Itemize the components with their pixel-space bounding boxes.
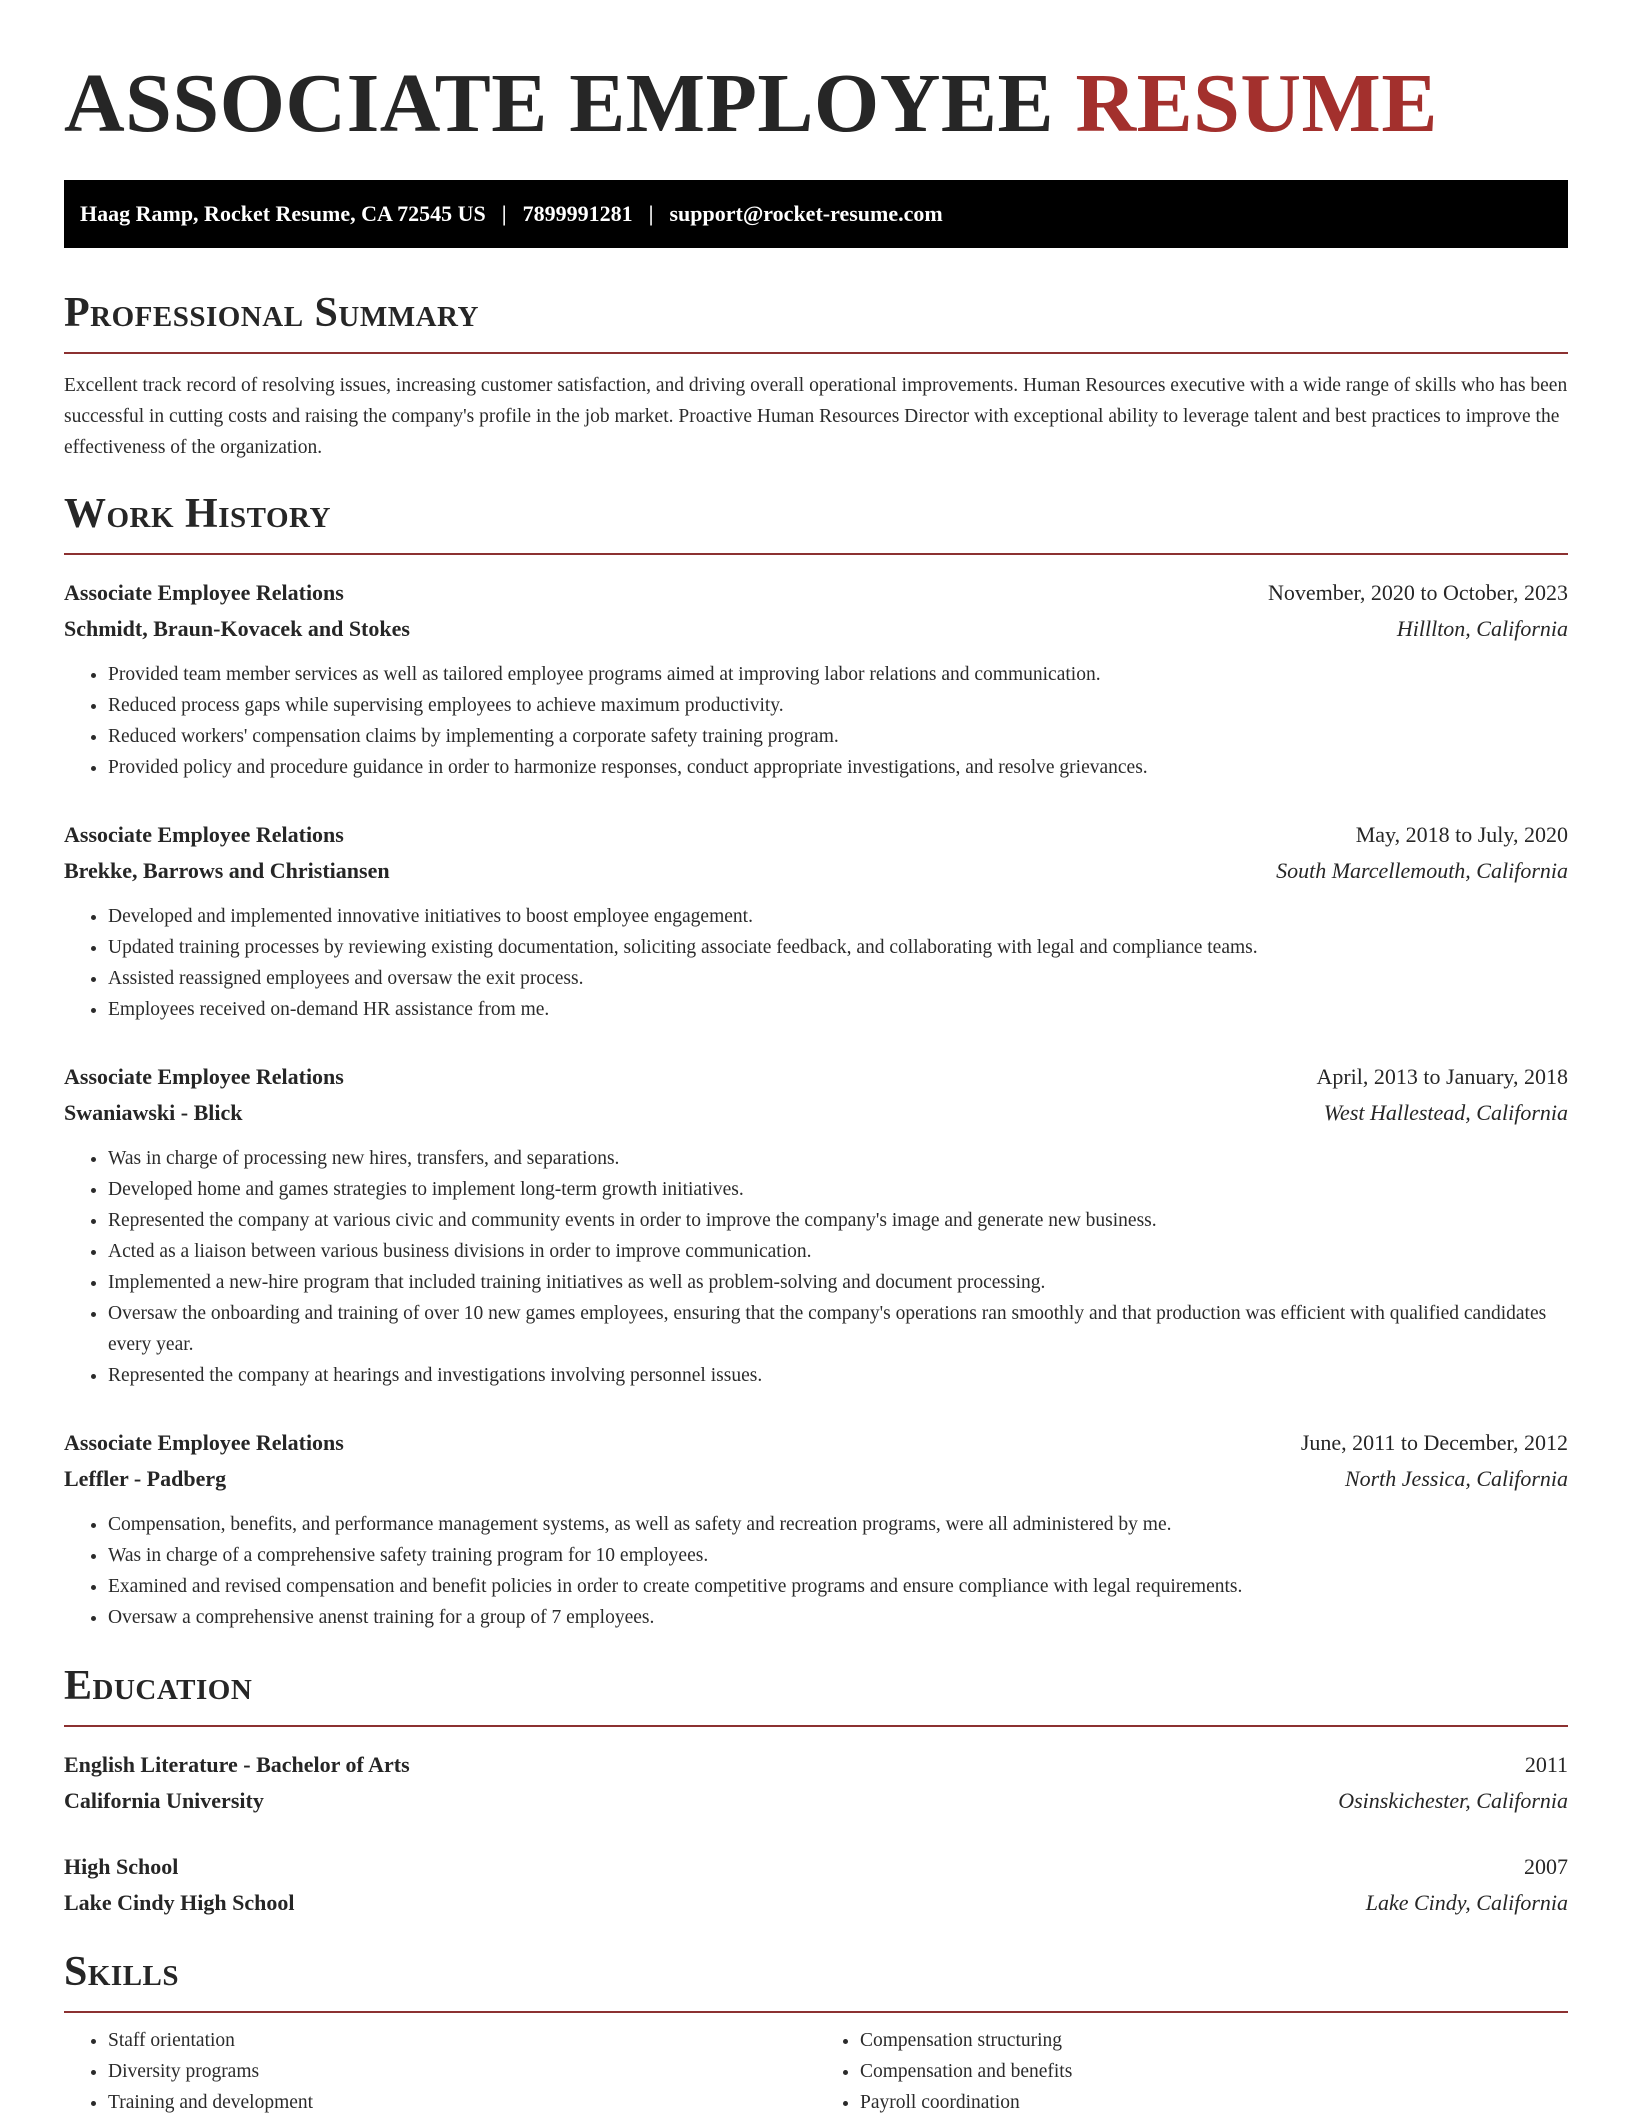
job-bullets: [64, 659, 1568, 783]
job-bullet: • Oversaw the onboarding and training of over 10 new games employees, ensuring that the company's operations ran smoothly and that production was efficient with qualified candidates every year.: [108, 1298, 1568, 1360]
summary-heading: Professional Summary: [64, 288, 1568, 354]
resume-title: [64, 0, 1568, 152]
summary-section: [64, 288, 1568, 463]
job-bullet: • Was in charge of processing new hires, transfers, and separations.: [108, 1143, 1568, 1174]
contact-separator: |: [501, 201, 507, 226]
job-bullets: [64, 1509, 1568, 1633]
education-entry: [64, 1747, 1568, 1819]
job-location: South Marcellemouth, California: [1276, 858, 1568, 883]
job-company-row: [64, 1461, 1568, 1497]
job-bullet: • Provided policy and procedure guidance in order to harmonize responses, conduct appropriate investigations, and resolve grievances.: [108, 752, 1568, 783]
job-bullets: [64, 1143, 1568, 1391]
work-history-section: [64, 489, 1568, 1633]
job-entry: [64, 1059, 1568, 1391]
education-section: [64, 1661, 1568, 1921]
education-school-row: [64, 1783, 1568, 1819]
job-entry: [64, 575, 1568, 783]
education-header-row: [64, 1849, 1568, 1885]
title-main: ASSOCIATE EMPLOYEE: [64, 57, 1054, 150]
job-company-row: [64, 1095, 1568, 1131]
education-year: 2011: [1524, 1752, 1568, 1777]
job-bullet: • Reduced process gaps while supervising employees to achieve maximum productivity.: [108, 690, 1568, 721]
work-history-heading: Work History: [64, 489, 1568, 555]
education-entry: [64, 1849, 1568, 1921]
skill-item: • Staff orientation: [108, 2025, 816, 2056]
contact-separator: |: [648, 201, 654, 226]
job-title: Associate Employee Relations: [64, 1430, 344, 1455]
education-location: Osinskichester, California: [1338, 1788, 1568, 1813]
job-company: Schmidt, Braun-Kovacek and Stokes: [64, 616, 410, 641]
job-dates: June, 2011 to December, 2012: [1300, 1430, 1568, 1455]
job-company-row: [64, 853, 1568, 889]
job-header-row: [64, 1059, 1568, 1095]
skills-heading: Skills: [64, 1947, 1568, 2013]
job-bullet: • Represented the company at various civic and community events in order to improve the company's image and generate new business.: [108, 1205, 1568, 1236]
job-dates: April, 2013 to January, 2018: [1316, 1064, 1568, 1089]
job-bullet: • Assisted reassigned employees and oversaw the exit process.: [108, 963, 1568, 994]
education-year: 2007: [1524, 1854, 1568, 1879]
job-title: Associate Employee Relations: [64, 822, 344, 847]
job-location: West Hallestead, California: [1323, 1100, 1568, 1125]
job-location: North Jessica, California: [1344, 1466, 1568, 1491]
job-bullet: • Reduced workers' compensation claims by implementing a corporate safety training program.: [108, 721, 1568, 752]
job-title: Associate Employee Relations: [64, 580, 344, 605]
job-bullet: • Oversaw a comprehensive anenst training for a group of 7 employees.: [108, 1602, 1568, 1633]
job-entry: [64, 1425, 1568, 1633]
skill-item: • Diversity programs: [108, 2056, 816, 2087]
job-company-row: [64, 611, 1568, 647]
job-company: Swaniawski - Blick: [64, 1100, 243, 1125]
skill-item: • Payroll coordination: [860, 2087, 1568, 2118]
contact-bar: [64, 180, 1568, 248]
job-bullet: • Provided team member services as well as tailored employee programs aimed at improving labor relations and communication.: [108, 659, 1568, 690]
education-location: Lake Cindy, California: [1365, 1890, 1568, 1915]
job-bullet: • Updated training processes by reviewing existing documentation, soliciting associate feedback, and collaborating with legal and compliance teams.: [108, 932, 1568, 963]
job-header-row: [64, 817, 1568, 853]
job-bullet: • Implemented a new-hire program that included training initiatives as well as problem-solving and document processing.: [108, 1267, 1568, 1298]
job-bullet: • Acted as a liaison between various business divisions in order to improve communication.: [108, 1236, 1568, 1267]
job-company: Brekke, Barrows and Christiansen: [64, 858, 390, 883]
skills-section: [64, 1947, 1568, 2118]
title-accent: RESUME: [1075, 57, 1438, 150]
skills-grid: [64, 2025, 1568, 2118]
skill-item: • Compensation structuring: [860, 2025, 1568, 2056]
job-dates: November, 2020 to October, 2023: [1267, 580, 1568, 605]
job-title: Associate Employee Relations: [64, 1064, 344, 1089]
job-bullet: • Developed home and games strategies to implement long-term growth initiatives.: [108, 1174, 1568, 1205]
job-company: Leffler - Padberg: [64, 1466, 227, 1491]
contact-phone: 7899991281: [522, 201, 633, 226]
job-header-row: [64, 575, 1568, 611]
summary-text: Excellent track record of resolving issues, increasing customer satisfaction, and driving overall operational improvements. Human Resources executive with a wide range of skills who has been successful in cutting costs and raising the company's profile in the job market. Proactive Human Resources Director with exceptional ability to leverage talent and best practices to improve the effectiveness of the organization.: [64, 375, 1568, 458]
job-bullet: • Represented the company at hearings and investigations involving personnel issues.: [108, 1360, 1568, 1391]
contact-address: Haag Ramp, Rocket Resume, CA 72545 US: [80, 201, 486, 226]
education-school-row: [64, 1885, 1568, 1921]
contact-email[interactable]: support@rocket-resume.com: [669, 201, 943, 226]
job-bullets: [64, 901, 1568, 1025]
education-school: California University: [64, 1788, 264, 1813]
education-school: Lake Cindy High School: [64, 1890, 295, 1915]
job-bullet: • Was in charge of a comprehensive safety training program for 10 employees.: [108, 1540, 1568, 1571]
job-bullet: • Developed and implemented innovative initiatives to boost employee engagement.: [108, 901, 1568, 932]
job-bullet: • Compensation, benefits, and performance management systems, as well as safety and recreation programs, were all administered by me.: [108, 1509, 1568, 1540]
job-location: Hilllton, California: [1396, 616, 1568, 641]
education-heading: Education: [64, 1661, 1568, 1727]
job-dates: May, 2018 to July, 2020: [1355, 822, 1568, 847]
skills-column-right: [816, 2025, 1568, 2118]
education-degree: English Literature - Bachelor of Arts: [64, 1752, 410, 1777]
education-header-row: [64, 1747, 1568, 1783]
job-entry: [64, 817, 1568, 1025]
education-degree: High School: [64, 1854, 179, 1879]
skill-item: • Training and development: [108, 2087, 816, 2118]
job-header-row: [64, 1425, 1568, 1461]
job-bullet: • Employees received on-demand HR assistance from me.: [108, 994, 1568, 1025]
job-bullet: • Examined and revised compensation and benefit policies in order to create competitive programs and ensure compliance with legal requirements.: [108, 1571, 1568, 1602]
skills-column-left: [64, 2025, 816, 2118]
skill-item: • Compensation and benefits: [860, 2056, 1568, 2087]
